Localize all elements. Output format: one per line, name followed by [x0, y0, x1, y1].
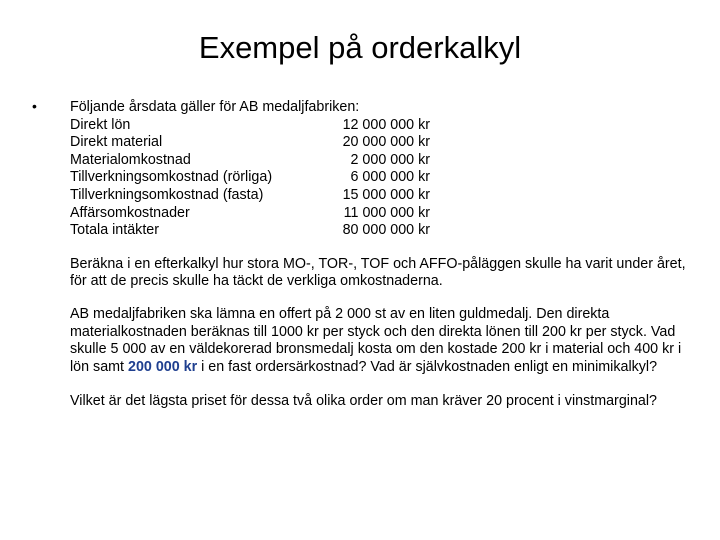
row-value-affarsomkostnader: 11 000 000 kr — [343, 204, 430, 221]
row-label-materialomkostnad: Materialomkostnad — [70, 151, 191, 168]
highlighted-amount: 200 000 kr — [128, 358, 198, 375]
paragraph-efterkalkyl: Beräkna i en efterkalkyl hur stora MO-, TOR-, TOF och AFFO-påläggen skulle ha varit under året, för att de precis skulle ha täckt de verkliga omkostnaderna. — [70, 255, 686, 290]
cost-table — [70, 117, 690, 240]
paragraph-offert — [70, 306, 690, 376]
row-label-totala-intakter: Totala intäkter — [70, 222, 160, 239]
slide-title: Exempel på orderkalkyl — [198, 30, 522, 65]
paragraph-offert-part1: AB medaljfabriken ska lämna en offert på 2 000 st av en liten guldmedalj. Den direkta materialkostnaden beräknas till 1000 kr per styck och den direkta lönen till 200 kr per styck. Vad skulle 5 000 av en väldekorerad bronsmedalj kosta om den kostade 200 kr i material och 400 kr i lön samt — [70, 305, 682, 375]
intro-text: Följande årsdata gäller för AB medaljfabriken: — [70, 99, 360, 115]
row-value-tillverkning-rorliga: 6 000 000 kr — [350, 169, 430, 186]
slide-content — [70, 99, 690, 411]
row-label-direkt-lon: Direkt lön — [70, 116, 131, 133]
row-value-tillverkning-fasta: 15 000 000 kr — [342, 186, 430, 203]
row-value-totala-intakter: 80 000 000 kr — [342, 222, 430, 239]
row-label-affarsomkostnader: Affärsomkostnader — [70, 204, 190, 221]
paragraph-lagsta-pris: Vilket är det lägsta priset för dessa två olika order om man kräver 20 procent i vinstmarginal? — [70, 393, 657, 410]
row-value-direkt-lon: 12 000 000 kr — [342, 116, 430, 133]
row-label-direkt-material: Direkt material — [70, 134, 163, 151]
row-label-tillverkning-fasta: Tillverkningsomkostnad (fasta) — [70, 186, 264, 203]
bullet-marker: • — [32, 98, 37, 114]
row-value-direkt-material: 20 000 000 kr — [342, 134, 430, 151]
paragraph-offert-part2: i en fast ordersärkostnad? Vad är självkostnaden enligt en minimikalkyl? — [197, 358, 658, 375]
row-value-materialomkostnad: 2 000 000 kr — [350, 151, 430, 168]
row-label-tillverkning-rorliga: Tillverkningsomkostnad (rörliga) — [70, 169, 273, 186]
